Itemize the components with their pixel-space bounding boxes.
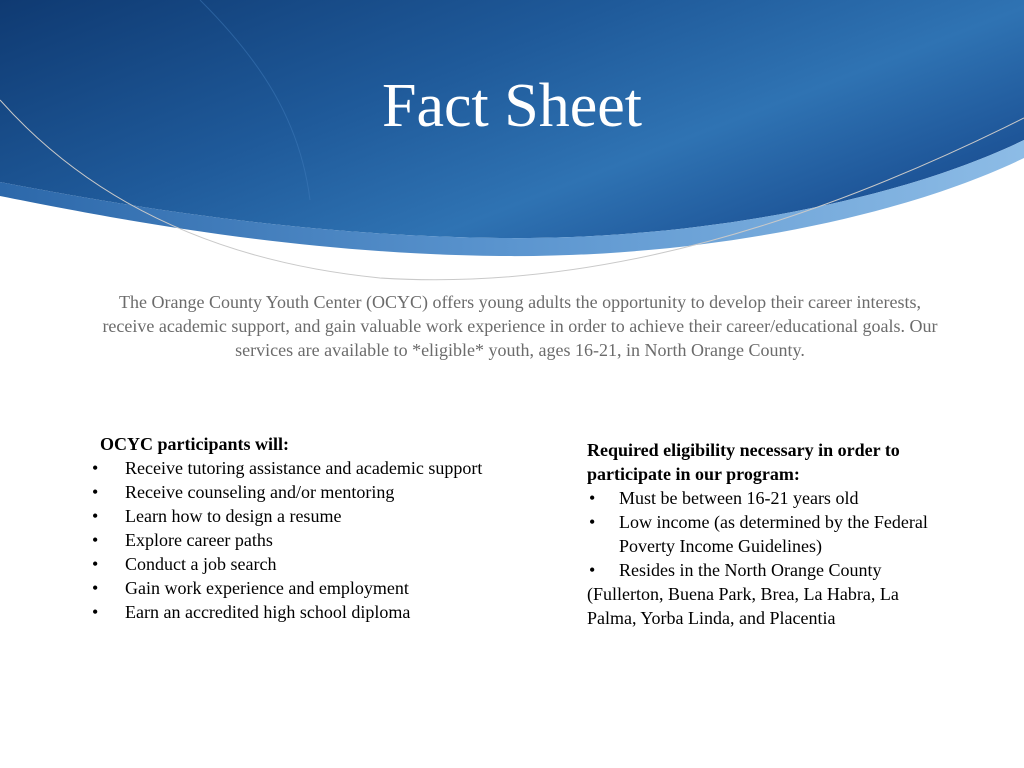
list-item: • Conduct a job search	[88, 552, 488, 576]
list-item: • Receive tutoring assistance and academic support	[88, 456, 488, 480]
list-item: • Explore career paths	[88, 528, 488, 552]
list-item: • Resides in the North Orange County	[587, 558, 932, 582]
eligibility-heading: Required eligibility necessary in order to participate in our program:	[587, 440, 900, 484]
list-item: • Earn an accredited high school diploma	[88, 600, 488, 624]
list-item: • Gain work experience and employment	[88, 576, 488, 600]
eligibility-list	[587, 486, 932, 582]
page-title: Fact Sheet	[382, 72, 642, 140]
list-item: • Low income (as determined by the Federal Poverty Income Guidelines)	[587, 510, 932, 558]
participants-heading: OCYC participants will:	[100, 434, 289, 454]
header-wave-graphic	[0, 0, 1024, 300]
list-item: • Receive counseling and/or mentoring	[88, 480, 488, 504]
list-item: • Learn how to design a resume	[88, 504, 488, 528]
cities-note: (Fullerton, Buena Park, Brea, La Habra, La Palma, Yorba Linda, and Placentia	[587, 584, 899, 628]
participants-list	[88, 456, 488, 624]
participants-section	[88, 432, 488, 624]
list-item: • Must be between 16-21 years old	[587, 486, 932, 510]
intro-paragraph: The Orange County Youth Center (OCYC) offers young adults the opportunity to develop their career interests, receive academic support, and gain valuable work experience in order to achieve their career/educational goals. Our services are available to *eligible* youth, ages 16-21, in North Orange County.	[102, 292, 938, 360]
eligibility-section	[587, 438, 932, 630]
